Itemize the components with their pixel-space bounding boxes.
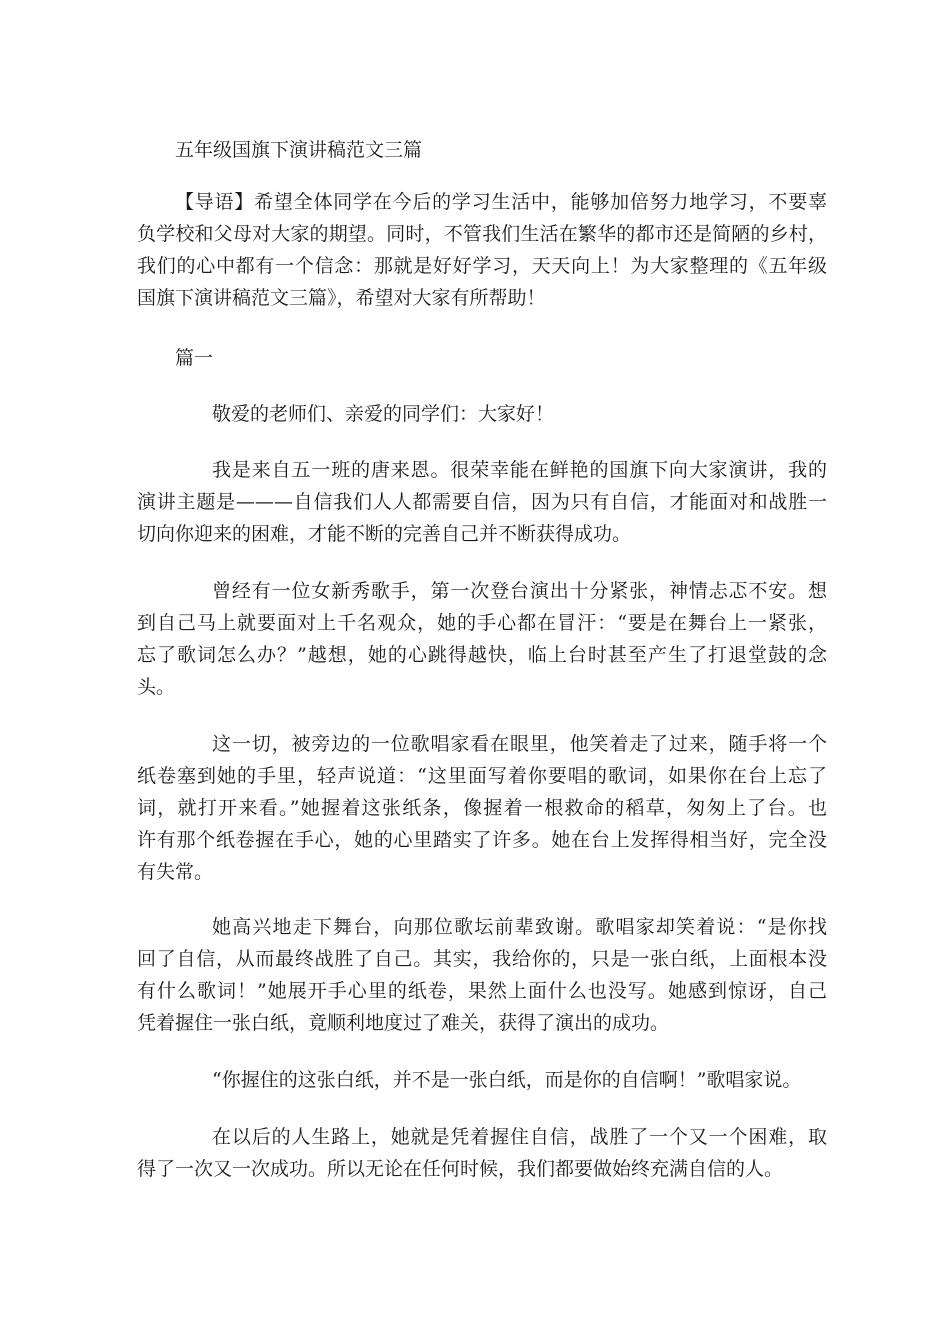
- paragraph-line: 得了一次又一次成功。所以无论在任何时候，我们都要做始终充满自信的人。: [137, 1158, 784, 1180]
- document-title: 五年级国旗下演讲稿范文三篇: [175, 139, 423, 161]
- body-paragraph-greeting: [137, 398, 827, 430]
- paragraph-line: 在以后的人生路上，她就是凭着握住自信，战胜了一个又一个困难，取: [212, 1126, 827, 1148]
- intro-line: 【导语】希望全体同学在今后的学习生活中，能够加倍努力地学习，不要辜: [175, 191, 827, 213]
- body-paragraph-paper-roll: [137, 728, 827, 888]
- paragraph-line: 回了自信，从而最终战胜了自己。其实，我给你的，只是一张白纸，上面根本没: [137, 948, 827, 970]
- paragraph-line: 头。: [137, 676, 176, 698]
- paragraph-line: 有什么歌词！”她展开手心里的纸卷，果然上面什么也没写。她感到惊讶，自己: [137, 980, 827, 1002]
- paragraph-line: 敬爱的老师们、亲爱的同学们：大家好！: [212, 403, 555, 425]
- paragraph-line: 切向你迎来的困难，才能不断的完善自己并不断获得成功。: [137, 523, 632, 545]
- paragraph-line: 纸卷塞到她的手里，轻声说道：“这里面写着你要唱的歌词，如果你在台上忘了: [137, 765, 827, 787]
- intro-line: 负学校和父母对大家的期望。同时，不管我们生活在繁华的都市还是简陋的乡村，: [137, 223, 827, 245]
- paragraph-line: 我是来自五一班的唐来恩。很荣幸能在鲜艳的国旗下向大家演讲，我的: [212, 459, 827, 481]
- paragraph-line: 演讲主题是———自信我们人人都需要自信，因为只有自信，才能面对和战胜一: [137, 491, 827, 513]
- intro-line: 我们的心中都有一个信念：那就是好好学习，天天向上！为大家整理的《五年级: [137, 255, 827, 277]
- paragraph-line: “你握住的这张白纸，并不是一张白纸，而是你的自信啊！”歌唱家说。: [212, 1069, 802, 1091]
- body-paragraph-quote: [137, 1064, 827, 1096]
- paragraph-line: 曾经有一位女新秀歌手，第一次登台演出十分紧张，神情忐忑不安。想: [212, 580, 827, 602]
- paragraph-line: 到自己马上就要面对上千名观众，她的手心都在冒汗：“要是在舞台上一紧张，: [137, 612, 827, 634]
- intro-line: 国旗下演讲稿范文三篇》，希望对大家有所帮助！: [137, 287, 546, 309]
- paragraph-line: 有失常。: [137, 861, 214, 883]
- body-paragraph-intro-speaker: [137, 454, 827, 550]
- paragraph-line: 她高兴地走下舞台，向那位歌坛前辈致谢。歌唱家却笑着说：“是你找: [212, 916, 827, 938]
- paragraph-line: 词，就打开来看。”她握着这张纸条，像握着一根救命的稻草，匆匆上了台。也: [137, 797, 827, 819]
- body-paragraph-singer: [137, 575, 827, 703]
- section-heading: 篇一: [175, 347, 214, 369]
- intro-paragraph: [137, 186, 827, 314]
- body-paragraph-conclusion: [137, 1121, 827, 1185]
- body-paragraph-blank-paper: [137, 911, 827, 1039]
- paragraph-line: 忘了歌词怎么办？”越想，她的心跳得越快，临上台时甚至产生了打退堂鼓的念: [137, 644, 827, 666]
- paragraph-line: 这一切，被旁边的一位歌唱家看在眼里，他笑着走了过来，随手将一个: [212, 733, 827, 755]
- paragraph-line: 许有那个纸卷握在手心，她的心里踏实了许多。她在台上发挥得相当好，完全没: [137, 829, 827, 851]
- paragraph-line: 凭着握住一张白纸，竟顺利地度过了难关，获得了演出的成功。: [137, 1012, 670, 1034]
